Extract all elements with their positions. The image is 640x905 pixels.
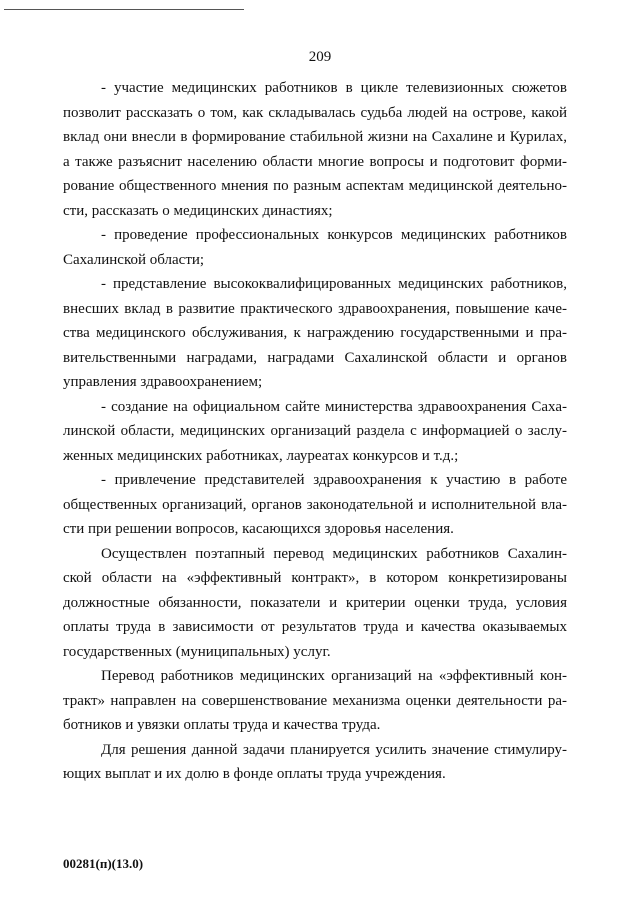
page-number: 209 bbox=[308, 49, 332, 65]
text-line: линской области, медицинских организаций раздела с информацией о заслу- bbox=[63, 423, 567, 439]
text-line: Для решения данной задачи планируется усилить значение стимулиру- bbox=[101, 741, 567, 758]
text-line: рование общественного мнения по разным аспектам медицинской деятельно- bbox=[63, 178, 567, 194]
text-line: - участие медицинских работников в цикле телевизионных сюжетов bbox=[101, 80, 567, 96]
text-line: Перевод работников медицинских организаций на «эффективный кон- bbox=[101, 668, 567, 684]
text-line: - создание на официальном сайте министерства здравоохранения Саха- bbox=[101, 398, 567, 415]
text-line: сти при решении вопросов, касающихся здоровья населения. bbox=[63, 521, 454, 537]
text-line: ющих выплат и их долю в фонде оплаты труда учреждения. bbox=[63, 766, 446, 782]
text-line: вительственными наградами, наградами Сахалинской области и органов bbox=[63, 349, 567, 366]
text-line: Осуществлен поэтапный перевод медицинских работников Сахалин- bbox=[101, 545, 567, 562]
text-line: ботников и увязки оплаты труда и качества труда. bbox=[63, 717, 381, 733]
text-line: внесших вклад в развитие практического здравоохранения, повышение каче- bbox=[63, 300, 567, 317]
text-line: - проведение профессиональных конкурсов медицинских работников bbox=[101, 227, 567, 243]
text-line: Сахалинской области; bbox=[63, 251, 205, 268]
text-line: ства медицинского обслуживания, к награждению государственными и пра- bbox=[63, 325, 567, 341]
text-line: оплаты труда в зависимости от результатов труда и качества оказываемых bbox=[63, 619, 567, 635]
scan-edge-line bbox=[4, 9, 244, 10]
text-line: ской области на «эффективный контракт», в котором конкретизированы bbox=[63, 570, 567, 586]
text-line: позволит рассказать о том, как складывалась судьба людей на острове, какой bbox=[63, 104, 567, 121]
text-line: вклад они внесли в формирование стабильной жизни на Сахалине и Курилах, bbox=[63, 129, 567, 145]
text-line: - представление высококвалифицированных медицинских работников, bbox=[101, 276, 567, 292]
text-line: тракт» направлен на совершенствование механизма оценки деятельности ра- bbox=[63, 692, 567, 709]
text-line: сти, рассказать о медицинских династиях; bbox=[63, 202, 333, 219]
text-line: должностные обязанности, показатели и критерии оценки труда, условия bbox=[63, 594, 567, 611]
text-line: женных медицинских работниках, лауреатах конкурсов и т.д.; bbox=[63, 447, 459, 464]
body-text bbox=[63, 76, 567, 787]
document-code: 00281(п)(13.0) bbox=[63, 856, 144, 871]
text-line: общественных организаций, органов законодательной и исполнительной вла- bbox=[63, 496, 567, 513]
text-line: государственных (муниципальных) услуг. bbox=[63, 643, 331, 660]
text-line: - привлечение представителей здравоохранения к участию в работе bbox=[101, 472, 567, 488]
text-line: управления здравоохранением; bbox=[63, 374, 263, 390]
text-line: а также разъяснит населению области многие вопросы и подготовит форми- bbox=[63, 153, 567, 170]
